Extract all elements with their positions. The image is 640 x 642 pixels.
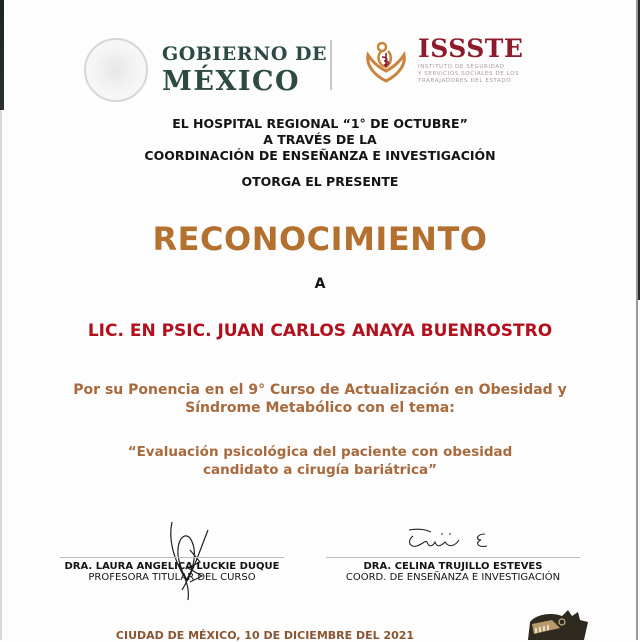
reason-text: Por su Ponencia en el 9° Curso de Actualización en Obesidad y Síndrome Metabólico con el tema: xyxy=(73,382,567,416)
to-label: A xyxy=(314,276,326,292)
gobierno-line2: MÉXICO xyxy=(162,66,301,97)
national-seal-icon xyxy=(84,38,148,102)
issuer-line2: A TRAVÉS DE LA xyxy=(263,132,377,147)
certificate-title: RECONOCIMIENTO xyxy=(152,220,488,258)
signature-block-2 xyxy=(326,557,580,584)
signature-block-1 xyxy=(60,557,284,584)
issue-date: CIUDAD DE MÉXICO, 10 DE DICIEMBRE DEL 2021 xyxy=(115,629,415,642)
otorga-text: OTORGA EL PRESENTE xyxy=(241,174,399,189)
signature-scribble-2 xyxy=(405,526,505,552)
signature-line xyxy=(60,557,284,558)
issste-logo xyxy=(362,36,523,85)
issuer-statement xyxy=(0,116,640,164)
issuer-line1: EL HOSPITAL REGIONAL “1° DE OCTUBRE” xyxy=(172,116,468,131)
gobierno-mexico-logo xyxy=(84,38,327,102)
issste-subtitle: INSTITUTO DE SEGURIDAD Y SERVICIOS SOCIALES DE LOS TRABAJADORES DEL ESTADO xyxy=(418,64,520,84)
signature-line xyxy=(326,557,580,558)
recipient-name: LIC. EN PSIC. JUAN CARLOS ANAYA BUENROSTRO xyxy=(87,321,553,341)
gobierno-line1: GOBIERNO DE xyxy=(162,43,327,65)
signer-name: DRA. CELINA TRUJILLO ESTEVES xyxy=(363,561,543,572)
signer-role: PROFESORA TITULAR DEL CURSO xyxy=(88,572,256,583)
scan-edge-left-light xyxy=(0,110,2,640)
signer-name: DRA. LAURA ANGELICA LUCKIE DUQUE xyxy=(64,561,280,572)
signer-role: COORD. DE ENSEÑANZA E INVESTIGACIÓN xyxy=(345,572,561,583)
logo-divider xyxy=(330,40,332,90)
certificate-header xyxy=(0,30,640,100)
hands-caduceus-icon xyxy=(362,37,410,85)
serpent-head-emblem-icon xyxy=(522,608,592,640)
topic-text: “Evaluación psicológica del paciente con obesidad candidato a cirugía bariátrica” xyxy=(127,444,513,478)
issuer-line3: COORDINACIÓN DE ENSEÑANZA E INVESTIGACIÓN xyxy=(144,148,496,163)
issste-name: ISSSTE xyxy=(418,34,524,63)
